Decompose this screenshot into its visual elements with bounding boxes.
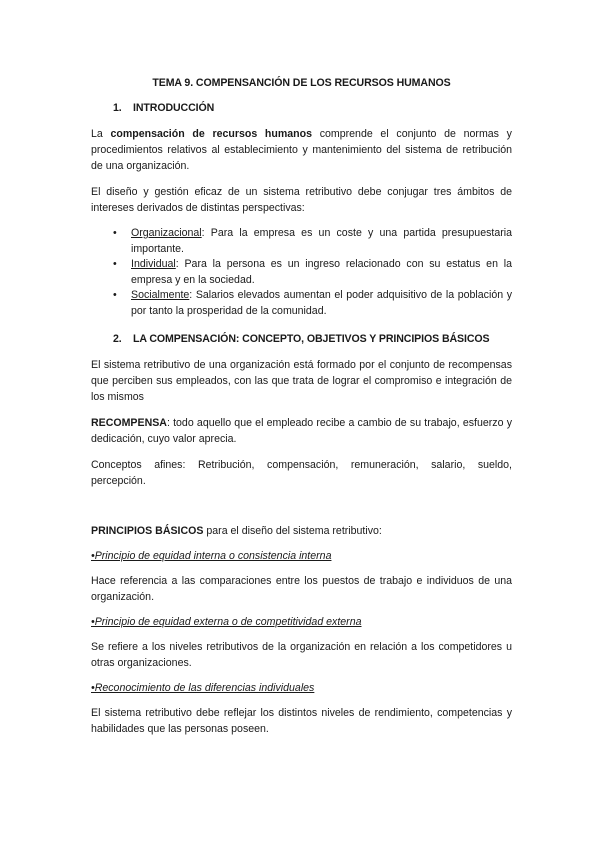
intro-p1-after: comprende el conjunto de normas y procedimientos relativos al establecimiento y mantenimiento del sistema de retribución de una organización.: [91, 128, 512, 172]
bullet-icon: •: [113, 227, 117, 239]
perspectives-list: [91, 226, 512, 319]
document-title: TEMA 9. COMPENSANCIÓN DE LOS RECURSOS HUMANOS: [152, 77, 451, 89]
list-item-text: : Salarios elevados aumentan el poder adquisitivo de la población y por tanto la prosperidad de la comunidad.: [131, 289, 512, 317]
section-1-title: INTRODUCCIÓN: [133, 102, 215, 114]
intro-paragraph-2: El diseño y gestión eficaz de un sistema retributivo debe conjugar tres ámbitos de intereses derivados de distintas perspectivas:: [91, 186, 512, 214]
principle-3-text: El sistema retributivo debe reflejar los distintos niveles de rendimiento, competencias y habilidades que las personas poseen.: [91, 707, 512, 735]
intro-paragraph-1: [91, 126, 512, 174]
list-item: [91, 257, 512, 288]
principle-1-text: Hace referencia a las comparaciones entre los puestos de trabajo e individuos de una organización.: [91, 575, 512, 603]
related-concepts: Conceptos afines: Retribución, compensación, remuneración, salario, sueldo, percepción.: [91, 459, 512, 487]
section-1-heading: [113, 101, 512, 115]
principle-3-title: •Reconocimiento de las diferencias individuales: [91, 682, 315, 694]
principle-2-text: Se refiere a los niveles retributivos de la organización en relación a los competidores u otras organizaciones.: [91, 641, 512, 669]
bullet-icon: •: [113, 258, 117, 270]
principles-intro: [91, 523, 512, 539]
section-2-paragraph-1: El sistema retributivo de una organización está formado por el conjunto de recompensas que perciben sus empleados, con las que trata de lograr el compromiso e integración de los mismos: [91, 359, 512, 403]
principle-1-title: •Principio de equidad interna o consistencia interna: [91, 550, 332, 562]
intro-p1-bold-term: compensación de recursos humanos: [110, 128, 313, 140]
section-2-heading: [113, 332, 512, 346]
principles-text: para el diseño del sistema retributivo:: [203, 525, 382, 537]
section-1-number: 1.: [113, 102, 122, 114]
spacer: [91, 499, 512, 523]
recompensa-text: : todo aquello que el empleado recibe a cambio de su trabajo, esfuerzo y dedicación, cuyo valor aprecia.: [91, 417, 512, 445]
section-2-title: LA COMPENSACIÓN: CONCEPTO, OBJETIVOS Y PRINCIPIOS BÁSICOS: [133, 333, 490, 345]
bullet-icon: •: [113, 289, 117, 301]
principles-term: PRINCIPIOS BÁSICOS: [91, 525, 204, 537]
list-item-text: : Para la empresa es un coste y una partida presupuestaria importante.: [131, 227, 512, 255]
recompensa-term: RECOMPENSA: [91, 417, 167, 429]
list-item: [91, 226, 512, 257]
principle-2-title: •Principio de equidad externa o de competitividad externa: [91, 616, 362, 628]
list-item-term: Organizacional: [131, 227, 202, 239]
recompensa-definition: [91, 415, 512, 447]
intro-p1-before: La: [91, 128, 111, 140]
section-2-number: 2.: [113, 333, 122, 345]
list-item-text: : Para la persona es un ingreso relacionado con su estatus en la empresa y en la sociedad.: [131, 258, 512, 286]
list-item-term: Individual: [131, 258, 176, 270]
list-item: [91, 288, 512, 319]
list-item-term: Socialmente: [131, 289, 190, 301]
